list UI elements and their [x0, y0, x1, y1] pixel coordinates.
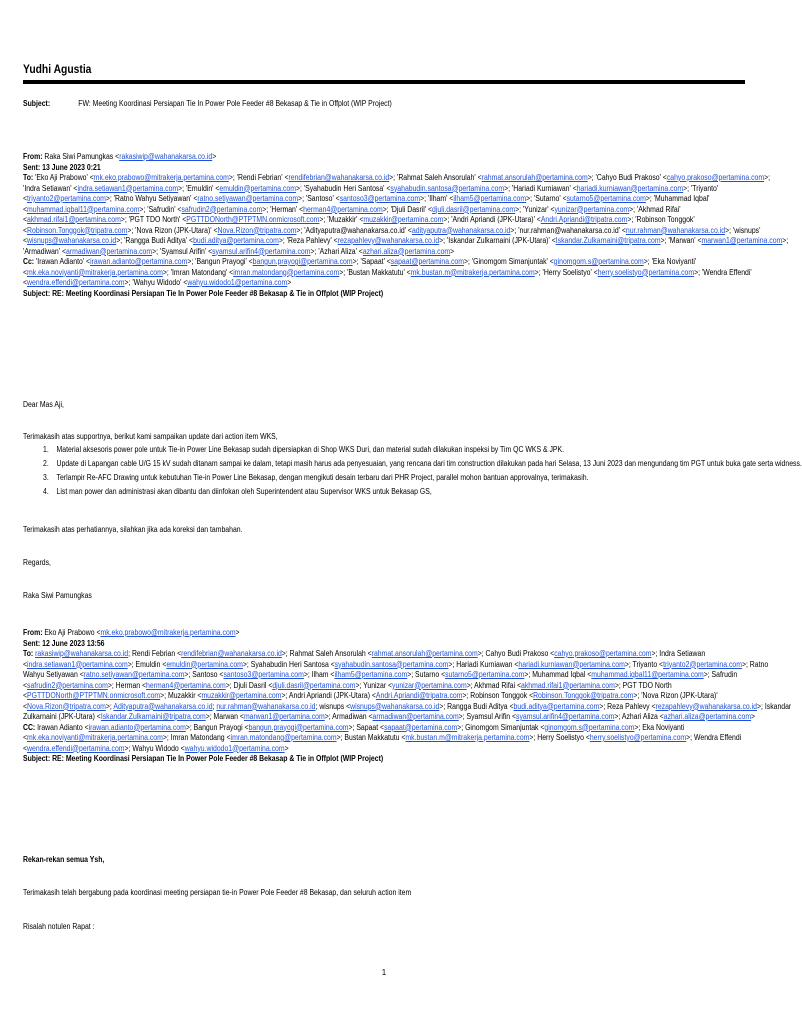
email-link[interactable]: sutarno5@pertamina.com — [566, 194, 646, 203]
message-1-greeting: Dear Mas Aji, — [23, 400, 64, 409]
email-link[interactable]: sapaat@pertamina.com — [384, 722, 458, 732]
email-link[interactable]: herman4@pertamina.com — [146, 680, 226, 690]
email-link[interactable]: syamsul.arifin4@pertamina.com — [516, 712, 615, 721]
email-link[interactable]: budi.aditya@pertamina.com — [513, 701, 600, 711]
email-link[interactable]: Robinson.Tonggok@tripatra.com — [533, 691, 634, 700]
header-rule — [23, 80, 745, 84]
email-link[interactable]: muhammad.iqbal11@pertamina.com — [27, 204, 140, 214]
email-link[interactable]: hariadi.kurniawan@pertamina.com — [576, 183, 684, 193]
email-link[interactable]: indra.setiawan1@pertamina.com — [77, 183, 179, 193]
email-link[interactable]: Adityaputra@wahanakarsa.co.id — [113, 701, 213, 711]
email-link[interactable]: wahyu.widodo1@pertamina.com — [187, 278, 288, 287]
email-link[interactable]: syamsul.arifin4@pertamina.com — [212, 246, 311, 256]
action-item: 1. Material aksesoris power pole untuk Tie-in Power Line Bekasap sudah dipersiapkan di Shop WKS Duri, dan material sudah dilakukan inspeksi by Tim QC WKS & JPK. — [43, 445, 564, 454]
email-link[interactable]: herman4@pertamina.com — [303, 204, 383, 214]
message-2-intro: Terimakasih telah bergabung pada koordinasi meeting persiapan tie-in Power Pole Feeder #8 Bekasap, dan seluruh action item — [23, 888, 412, 897]
message-1-regards: Regards, — [23, 558, 51, 567]
message-1-to: To: 'Eko Aji Prabowo' <mk.eko.prabowo@mitrakerja.pertamina.com>; 'Rendi Febrian' <rendifebrian@wahanakarsa.co.id>; 'Rahmat Saleh Ansorulah' <rahmat.ansorulah@pertamina.com>; 'Cahyo Budi Prakoso' <cahyo.prakoso@pertamina.com>; — [23, 173, 771, 182]
email-link[interactable]: rendifebrian@wahanakarsa.co.id — [181, 649, 282, 658]
email-link[interactable]: bangun.prayogi@pertamina.com — [252, 257, 353, 266]
email-link[interactable]: ratno.setiyawan@pertamina.com — [83, 670, 185, 679]
email-link[interactable]: adityaputra@wahanakarsa.co.id — [411, 225, 511, 235]
message-2-cc: CC: Irawan Adianto <irawan.adianto@pertamina.com>; Bangun Prayogi <bangun.prayogi@pertamina.com>; Sapaat <sapaat@pertamina.com>; Ginomgom Simanjuntak <ginomgom.s@pertamina.com>; Eka Noviyanti — [23, 722, 685, 732]
email-link[interactable]: armadiwan@pertamina.com — [65, 246, 153, 256]
message-2-greeting: Rekan-rekan semua Ysh, — [23, 855, 105, 864]
message-2-notes-heading: Risalah notulen Rapat : — [23, 922, 95, 931]
email-link[interactable]: syahabudin.santosa@pertamina.com — [334, 659, 449, 669]
email-link[interactable]: marwan1@pertamina.com — [701, 236, 783, 245]
email-link[interactable]: PGTTDONorth@PTPTMN.onmicrosoft.com — [186, 215, 320, 224]
email-link[interactable]: mk.bustan.m@mitrakerja.pertamina.com — [405, 733, 530, 742]
message-2-to: To: rakasiwip@wahanakarsa.co.id; Rendi Febrian <rendifebrian@wahanakarsa.co.id>; Rahmat Saleh Ansorulah <rahmat.ansorulah@pertamina.com>; Cahyo Budi Prakoso <cahyo.prakoso@pertamina.com>; Indra Setiawan — [23, 649, 706, 658]
message-2-subject: Subject: RE: Meeting Koordinasi Persiapan Tie In Power Pole Feeder #8 Bekasap & Tie in Offplot (WIP Project) — [23, 754, 384, 763]
action-item: 4. List man power dan administrasi akan dibantu dan diinfokan oleh Superintendent atau Supervisor WKS untuk Bekasap GS, — [43, 487, 432, 496]
message-1-closing: Terimakasih atas perhatiannya, silahkan jika ada koreksi dan tambahan. — [23, 525, 243, 534]
email-link[interactable]: Iskandar.Zulkarnaini@tripatra.com — [555, 236, 661, 245]
email-link[interactable]: rahmat.ansorulah@pertamina.com — [371, 649, 478, 658]
thread-subject-label: Subject: — [23, 99, 51, 108]
message-1-from: From: Raka Siwi Pamungkas <rakasiwip@wahanakarsa.co.id> — [23, 152, 217, 161]
email-link[interactable]: Robinson.Tonggok@tripatra.com — [27, 225, 128, 235]
email-link[interactable]: sapaat@pertamina.com — [390, 257, 464, 266]
email-link[interactable]: bangun.prayogi@pertamina.com — [248, 722, 349, 732]
email-link[interactable]: muzakkir@pertamina.com — [363, 215, 444, 224]
message-1-header: From: Raka Siwi Pamungkas <rakasiwip@wahanakarsa.co.id> Sent: 13 June 2023 0:21 To: 'Eko Aji Prabowo' <mk.eko.prabowo@mitrakerja.pertamina.com>; 'Rendi Febrian' <rendifebrian@wahanakarsa.co.id>; 'Rahmat Saleh Ansorulah' <rahmat.ansorulah@pertamina.com>; 'Cahyo Budi Prakoso' <cahyo.prakoso@pertamina.com>; 'Indra Setiawan' <indra.setiawan1@pertamina.com>; 'Emuldin' <emuldin@pertamina.com>; 'Syahabudin Heri Santosa' <syahabudin.santosa@pertamina.com>; 'Hariadi Kurniawan' <hariadi.kurniawan@pertamina.com>; 'Triyanto' <triyanto2@pertamina.com>; 'Ratno Wahyu Setiyawan' <ratno.setiyawan@pertamina.com>; 'Santoso' <santoso3@pertamina.com>; 'Ilham' <ilham5@pertamina.com>; 'Sutarno' <sutarno5@pertamina.com>; 'Muhammad Iqbal' <muhammad.iqbal11@pertamina.com>; 'Safrudin' <safrudin2@pertamina.com>; 'Herman' <herman4@pertamina.com>; 'Djuli Dasril' <djuli.dasril@pertamina.com>; 'Yunizar' <yunizar@pertamina.com>; 'Akhmad Rifai' <akhmad.rifai1@pertamina.com>; 'PGT TDO North' <PGTTDONorth@PTPTMN.onmicrosoft.com>; 'Muzakkir' <muzakkir@pertamina.com>; 'Andri Apriandi (JPK-Utara)' <Andri.Apriandi@tripatra.com>; 'Robinson Tonggok' <Robinson.Tonggok@tripatra.com>; 'Nova Rizon (JPK-Utara)' <Nova.Rizon@tripatra.com>; 'Adityaputra@wahanakarsa.co.id' <adityaputra@wahanakarsa.co.id>; 'nur.rahman@wahanakarsa.co.id' <nur.rahman@wahanakarsa.co.id>; 'wisnups' <wisnups@wahanakarsa.co.id>; 'Rangga Budi Aditya' <budi.aditya@pertamina.com>; 'Reza Pahlevy' <rezapahlevy@wahanakarsa.co.id>; 'Iskandar Zulkarnaini (JPK-Utara)' <Iskandar.Zulkarnaini@tripatra.com>; 'Marwan' <marwan1@pertamina.com>; 'Armadiwan' <armadiwan@pertamina.com>; 'Syamsul Arifin' <syamsul.arifin4@pertamina.com>; 'Azhari Aliza' <azhari.aliza@pertamina.com> Cc: 'Irawan Adianto' <irawan.adianto@pertamina.com>; 'Bangun Prayogi' <bangun.prayogi@pertamina.com>; 'Sapaat' <sapaat@pertamina.com>; 'Ginomgom Simanjuntak' <ginomgom.s@pertamina.com>; 'Eka Noviyanti' <mk.eka.noviyanti@mitrakerja.pertamina.com>; 'Imran Matondang' <imran.matondang@pertamina.com>; 'Bustan Makkatutu' <mk.bustan.m@mitrakerja.pertamina.com>; 'Herry Soelistyo' <herry.soelistyo@pertamina.com>; 'Wendra Effendi' <wendra.effendi@pertamina.com>; 'Wahyu Widodo' <wahyu.widodo1@pertamina.com> Subject: RE: Meeting Koordinasi Persiapan Tie In Power Pole Feeder #8 Bekasap & Tie in Offplot (WIP Project) — [23, 152, 789, 298]
email-link[interactable]: wahyu.widodo1@pertamina.com — [184, 743, 285, 753]
email-link[interactable]: mk.bustan.m@mitrakerja.pertamina.com — [410, 267, 535, 277]
email-link[interactable]: wendra.effendi@pertamina.com — [27, 278, 125, 287]
email-link[interactable]: emuldin@pertamina.com — [219, 183, 296, 193]
email-link[interactable]: wisnups@wahanakarsa.co.id — [27, 236, 117, 245]
action-item: 3. Terlampir Re-AFC Drawing untuk kebutuhan Tie-in Power Line Bekasap, dengan mengikuti desain terbaru dari PHR Project, parallel mohon bantuan approvalnya, terimakasih. — [43, 473, 589, 482]
email-link[interactable]: djuli.dasril@pertamina.com — [432, 204, 516, 214]
email-link[interactable]: ratno.setiyawan@pertamina.com — [197, 194, 299, 203]
email-link[interactable]: Nova.Rizon@tripatra.com — [217, 225, 297, 235]
email-link[interactable]: mk.eka.noviyanti@mitrakerja.pertamina.com — [27, 733, 163, 742]
thread-subject-row — [23, 99, 392, 108]
email-link[interactable]: mk.eka.noviyanti@mitrakerja.pertamina.com — [27, 267, 163, 277]
email-link[interactable]: muzakkir@pertamina.com — [201, 691, 282, 700]
email-link[interactable]: emuldin@pertamina.com — [166, 659, 243, 669]
email-link[interactable]: syahabudin.santosa@pertamina.com — [390, 183, 505, 193]
email-link[interactable]: indra.setiawan1@pertamina.com — [27, 659, 128, 669]
email-link[interactable]: ginomgom.s@pertamina.com — [553, 257, 644, 266]
email-link[interactable]: akhmad.rifai1@pertamina.com — [27, 215, 121, 224]
email-link[interactable]: herry.soelistyo@pertamina.com — [589, 733, 687, 742]
email-link[interactable]: marwan1@pertamina.com — [243, 712, 325, 721]
email-link[interactable]: wisnups@wahanakarsa.co.id — [350, 701, 440, 711]
email-link[interactable]: herry.soelistyo@pertamina.com — [597, 267, 695, 277]
email-link[interactable]: rendifebrian@wahanakarsa.co.id — [288, 173, 390, 182]
email-link[interactable]: Iskandar.Zulkarnaini@tripatra.com — [100, 712, 206, 721]
email-link[interactable]: budi.aditya@pertamina.com — [193, 236, 279, 245]
email-link[interactable]: irawan.adianto@pertamina.com — [88, 722, 186, 732]
email-link[interactable]: irawan.adianto@pertamina.com — [90, 257, 188, 266]
action-item-list — [23, 443, 802, 499]
message-1-intro: Terimakasih atas supportnya, berikut kami sampaikan update dari action item WKS, — [23, 432, 278, 441]
email-link[interactable]: yunizar@pertamina.com — [392, 680, 467, 690]
email-link[interactable]: rahmat.ansorulah@pertamina.com — [481, 173, 588, 182]
message-1-signature: Raka Siwi Pamungkas — [23, 591, 92, 600]
email-link[interactable]: ginomgom.s@pertamina.com — [544, 722, 635, 732]
email-link[interactable]: rezapahlevy@wahanakarsa.co.id — [655, 701, 757, 711]
email-link[interactable]: nur.rahman@wahanakarsa.co.id — [625, 225, 726, 235]
page-number: 1 — [381, 968, 387, 977]
message-2-header: From: Eko Aji Prabowo <mk.eko.prabowo@mitrakerja.pertamina.com> Sent: 12 June 2023 13:56 To: rakasiwip@wahanakarsa.co.id; Rendi Febrian <rendifebrian@wahanakarsa.co.id>; Rahmat Saleh Ansorulah <rahmat.ansorulah@pertamina.com>; Cahyo Budi Prakoso <cahyo.prakoso@pertamina.com>; Indra Setiawan <indra.setiawan1@pertamina.com>; Emuldin <emuldin@pertamina.com>; Syahabudin Heri Santosa <syahabudin.santosa@pertamina.com>; Hariadi Kurniawan <hariadi.kurniawan@pertamina.com>; Triyanto <triyanto2@pertamina.com>; Ratno Wahyu Setiyawan <ratno.setiyawan@pertamina.com>; Santoso <santoso3@pertamina.com>; Ilham <ilham5@pertamina.com>; Sutarno <sutarno5@pertamina.com>; Muhammad Iqbal <muhammad.iqbal11@pertamina.com>; Safrudin <safrudin2@pertamina.com>; Herman <herman4@pertamina.com>; Djuli Dasril <djuli.dasril@pertamina.com>; Yunizar <yunizar@pertamina.com>; Akhmad Rifai <akhmad.rifai1@pertamina.com>; PGT TDO North <PGTTDONorth@PTPTMN.onmicrosoft.com>; Muzakkir <muzakkir@pertamina.com>; Andri Apriandi (JPK-Utara) <Andri.Apriandi@tripatra.com>; Robinson Tonggok <Robinson.Tonggok@tripatra.com>; 'Nova Rizon (JPK-Utara)' <Nova.Rizon@tripatra.com>; Adityaputra@wahanakarsa.co.id; nur.rahman@wahanakarsa.co.id; wisnups <wisnups@wahanakarsa.co.id>; Rangga Budi Aditya <budi.aditya@pertamina.com>; Reza Pahlevy <rezapahlevy@wahanakarsa.co.id>; Iskandar Zulkarnaini (JPK-Utara) <Iskandar.Zulkarnaini@tripatra.com>; Marwan <marwan1@pertamina.com>; Armadiwan <armadiwan@pertamina.com>; Syamsul Arifin <syamsul.arifin4@pertamina.com>; Azhari Aliza <azhari.aliza@pertamina.com> CC: Irawan Adianto <irawan.adianto@pertamina.com>; Bangun Prayogi <bangun.prayogi@pertamina.com>; Sapaat <sapaat@pertamina.com>; Ginomgom Simanjuntak <ginomgom.s@pertamina.com>; Eka Noviyanti <mk.eka.noviyanti@mitrakerja.pertamina.com>; Imran Matondang <imran.matondang@pertamina.com>; Bustan Makkatutu <mk.bustan.m@mitrakerja.pertamina.com>; Herry Soelistyo <herry.soelistyo@pertamina.com>; Wendra Effendi <wendra.effendi@pertamina.com>; Wahyu Widodo <wahyu.widodo1@pertamina.com> Subject: RE: Meeting Koordinasi Persiapan Tie In Power Pole Feeder #8 Bekasap & Tie in Offplot (WIP Project) — [23, 628, 792, 763]
email-link[interactable]: hariadi.kurniawan@pertamina.com — [518, 659, 625, 669]
email-link[interactable]: ilham5@pertamina.com — [334, 670, 408, 679]
message-2-from: From: Eko Aji Prabowo <mk.eko.prabowo@mitrakerja.pertamina.com> — [23, 628, 240, 637]
email-link[interactable]: safrudin2@pertamina.com — [27, 680, 108, 690]
email-link[interactable]: imran.matondang@pertamina.com — [233, 267, 340, 277]
email-link[interactable]: wendra.effendi@pertamina.com — [27, 743, 125, 753]
email-link[interactable]: ilham5@pertamina.com — [453, 194, 527, 203]
email-link[interactable]: Andri.Apriandi@tripatra.com — [375, 691, 463, 700]
email-link[interactable]: Nova.Rizon@tripatra.com — [27, 701, 106, 711]
email-link[interactable]: Andri.Apriandi@tripatra.com — [540, 215, 628, 224]
email-link[interactable]: akhmad.rifai1@pertamina.com — [521, 680, 615, 690]
email-link[interactable]: imran.matondang@pertamina.com — [230, 733, 337, 742]
mailbox-owner: Yudhi Agustia — [23, 62, 92, 76]
email-link[interactable]: safrudin2@pertamina.com — [181, 204, 263, 214]
email-link[interactable]: cahyo.prakoso@pertamina.com — [554, 649, 652, 658]
sender-email-link[interactable]: mk.eko.prabowo@mitrakerja.pertamina.com — [100, 628, 236, 637]
message-2-sent: Sent: 12 June 2023 13:56 — [23, 638, 105, 648]
email-link[interactable]: triyanto2@pertamina.com — [663, 659, 742, 669]
email-link[interactable]: muhammad.iqbal11@pertamina.com — [591, 670, 704, 679]
sender-email-link[interactable]: rakasiwip@wahanakarsa.co.id — [119, 152, 213, 161]
email-link[interactable]: mk.eko.prabowo@mitrakerja.pertamina.com — [93, 173, 229, 182]
email-link[interactable]: yunizar@pertamina.com — [554, 204, 630, 214]
message-1-sent: Sent: 13 June 2023 0:21 — [23, 162, 101, 172]
email-link[interactable]: santoso3@pertamina.com — [339, 194, 421, 203]
message-1-cc: Cc: 'Irawan Adianto' <irawan.adianto@pertamina.com>; 'Bangun Prayogi' <bangun.prayogi@pertamina.com>; 'Sapaat' <sapaat@pertamina.com>; 'Ginomgom Simanjuntak' <ginomgom.s@pertamina.com>; 'Eka Noviyanti' — [23, 257, 697, 266]
email-link[interactable]: azhari.aliza@pertamina.com — [362, 246, 451, 256]
message-1-subject: Subject: RE: Meeting Koordinasi Persiapan Tie In Power Pole Feeder #8 Bekasap & Tie in Offplot (WIP Project) — [23, 288, 384, 298]
email-link[interactable]: armadiwan@pertamina.com — [372, 712, 459, 721]
email-link[interactable]: nur.rahman@wahanakarsa.co.id — [216, 701, 316, 711]
email-link[interactable]: cahyo.prakoso@pertamina.com — [666, 173, 765, 182]
thread-subject: FW: Meeting Koordinasi Persiapan Tie In Power Pole Feeder #8 Bekasap & Tie in Offplot (WIP Project) — [78, 99, 392, 108]
email-link[interactable]: PGTTDONorth@PTPTMN.onmicrosoft.com — [27, 691, 161, 700]
email-link[interactable]: sutarno5@pertamina.com — [445, 670, 525, 679]
email-link[interactable]: rezapahlevy@wahanakarsa.co.id — [337, 236, 440, 245]
email-link[interactable]: djuli.dasril@pertamina.com — [272, 680, 356, 690]
email-link[interactable]: rakasiwip@wahanakarsa.co.id — [35, 649, 129, 658]
action-item: 2. Update di Lapangan cable U/G 15 kV sudah ditanam sampai ke dalam, tetapi masih harus ada penyesuaian, yang rencana dari tim construction dilakukan pada hari Selasa, 13 Juni 2023 dan mengundang tim PGT untuk buka gate serta widness. — [43, 459, 802, 468]
email-link[interactable]: triyanto2@pertamina.com — [27, 194, 106, 203]
email-link[interactable]: santoso3@pertamina.com — [223, 670, 304, 679]
email-link[interactable]: azhari.aliza@pertamina.com — [663, 712, 752, 721]
